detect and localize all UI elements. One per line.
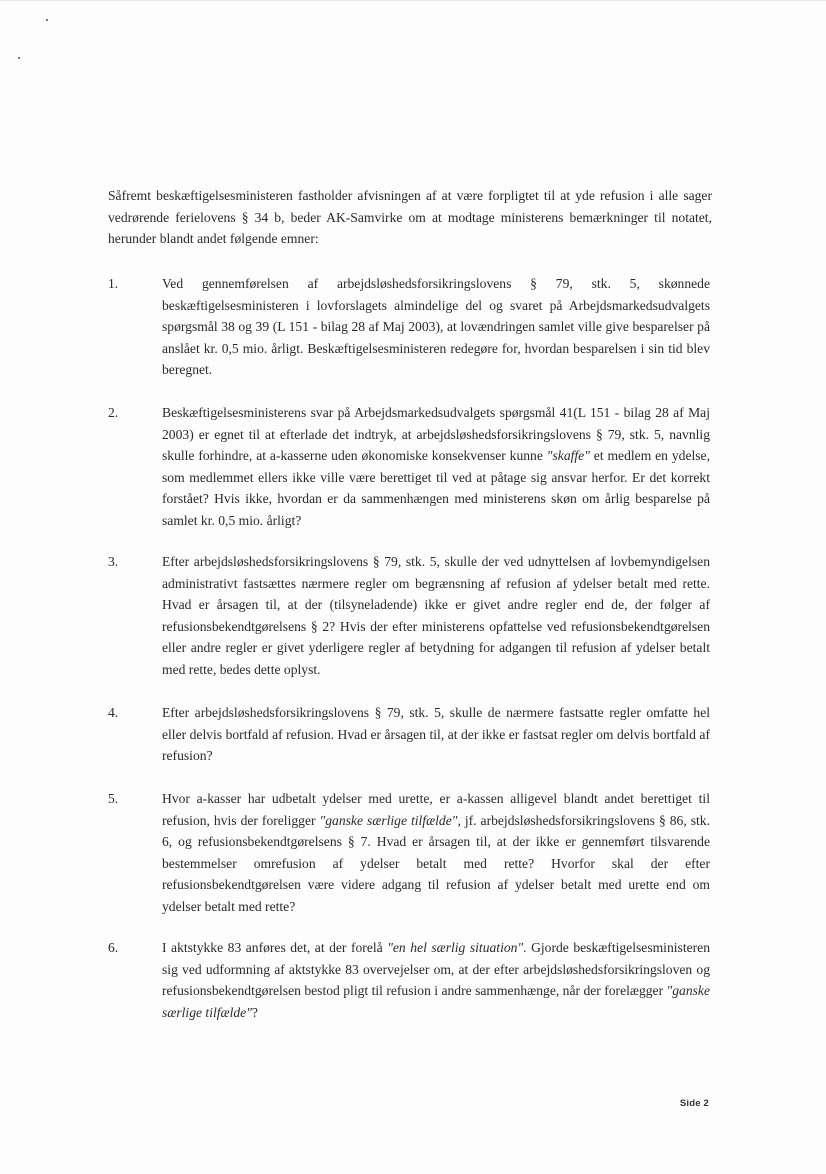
item-text-part: Hvor a-kasser har udbetalt ydelser med urette, er a-kassen alligevel blandt andet berettiget til refusion, hvis der foreligger [162, 791, 710, 828]
item-text [162, 402, 710, 531]
item-text: Ved gennemførelsen af arbejdsløshedsforsikringslovens § 79, stk. 5, skønnede beskæftigelsesministeren i lovforslagets almindelige del og svaret på Arbejdsmarkedsudvalgets spørgsmål 38 og 39 (L 151 - bilag 28 af Maj 2003), at lovændringen samlet ville give besparelser på anslået kr. 0,5 mio. årligt. Beskæftigelsesministeren redegøre for, hvordan besparelsen i sin tid blev beregnet. [162, 276, 710, 377]
item-text [162, 788, 710, 917]
item-text-part: Beskæftigelsesministerens svar på Arbejdsmarkedsudvalgets spørgsmål 41(L 151 - bilag 28 af Maj 2003) er egnet til at efterlade det indtryk, at arbejdsløshedsforsikringslovens § 79, stk. 5, navnlig skulle forhindre, at a-kasserne uden økonomiske konsekvenser kunne [162, 405, 710, 463]
item-text-part: , jf. arbejdsløshedsforsikringslovens § 86, stk. 6, og refusionsbekendtgørelsens § 7. Hvad er årsagen til, at der ikke er gennemført tilsvarende bestemmelser omrefusion af ydelser betalt med rette? Hvorfor skal der efter refusionsbekendtgørelsen være videre adgang til refusion af ydelser betalt med urette end om ydelser betalt med rette? [162, 812, 710, 914]
item-text-part: . Gjorde beskæftigelsesministeren sig ved udformning af aktstykke 83 overvejelser om, at der efter arbejdsløshedsforsikringsloven og refusionsbekendtgørelsen bestod pligt til refusion i andre sammenhænge, når der forelægger [162, 940, 710, 998]
item-emphasis: "ganske særlige tilfælde" [162, 983, 710, 1020]
item-text-part: ? [251, 1004, 258, 1020]
item-text [162, 937, 710, 1023]
item-text: Efter arbejdsløshedsforsikringslovens § 79, stk. 5, skulle de nærmere fastsatte regler omfatte hel eller delvis bortfald af refusion. Hvad er årsagen til, at der ikke er fastsat regler om delvis bortfald af refusion? [162, 705, 710, 763]
item-number: 4. [108, 705, 119, 720]
item-text-part: et medlem en ydelse, som medlemmet ellers ikke ville være berettiget til ved at påtage sig ansvar herfor. Er det korrekt forstået? Hvis ikke, hvordan er da sammenhængen med ministerens skøn om årlig besparelse på samlet kr. 0,5 mio. årligt? [162, 448, 710, 528]
item-number: 2. [108, 405, 119, 420]
page-number: Side 2 [679, 1098, 709, 1109]
item-text-part: I aktstykke 83 anføres det, at der forelå [162, 940, 388, 955]
item-emphasis: "ganske særlige tilfælde" [319, 812, 458, 828]
item-emphasis: "en hel særlig situation" [387, 940, 524, 955]
item-number: 3. [108, 554, 119, 569]
item-number: 6. [108, 940, 119, 955]
item-number: 1. [108, 276, 119, 291]
item-text: Efter arbejdsløshedsforsikringslovens § 79, stk. 5, skulle der ved udnyttelsen af lovbemyndigelsen administrativt fastsættes nærmere regler om begrænsning af refusion af ydelser betalt med rette. Hvad er årsagen til, at der (tilsyneladende) ikke er givet andre regler end de, der følger af refusionsbekendtgørelsens § 2? Hvis der efter ministerens opfattelse ved refusionsbekendtgørelsen eller andre regler er givet yderligere regler af betydning for adgangen til refusion af ydelser betalt med rette, bedes dette oplyst. [162, 554, 710, 677]
scan-speck [18, 57, 20, 59]
scan-edge-line [0, 0, 826, 1]
item-number: 5. [108, 791, 119, 806]
intro-paragraph: Såfremt beskæftigelsesministeren fastholder afvisningen af at være forpligtet til at yde refusion i alle sager vedrørende ferielovens § 34 b, beder AK-Samvirke om at modtage ministerens bemærkninger til notatet, herunder blandt andet følgende emner: [108, 188, 712, 246]
scan-speck [46, 19, 48, 21]
item-emphasis: "skaffe" [546, 448, 590, 463]
